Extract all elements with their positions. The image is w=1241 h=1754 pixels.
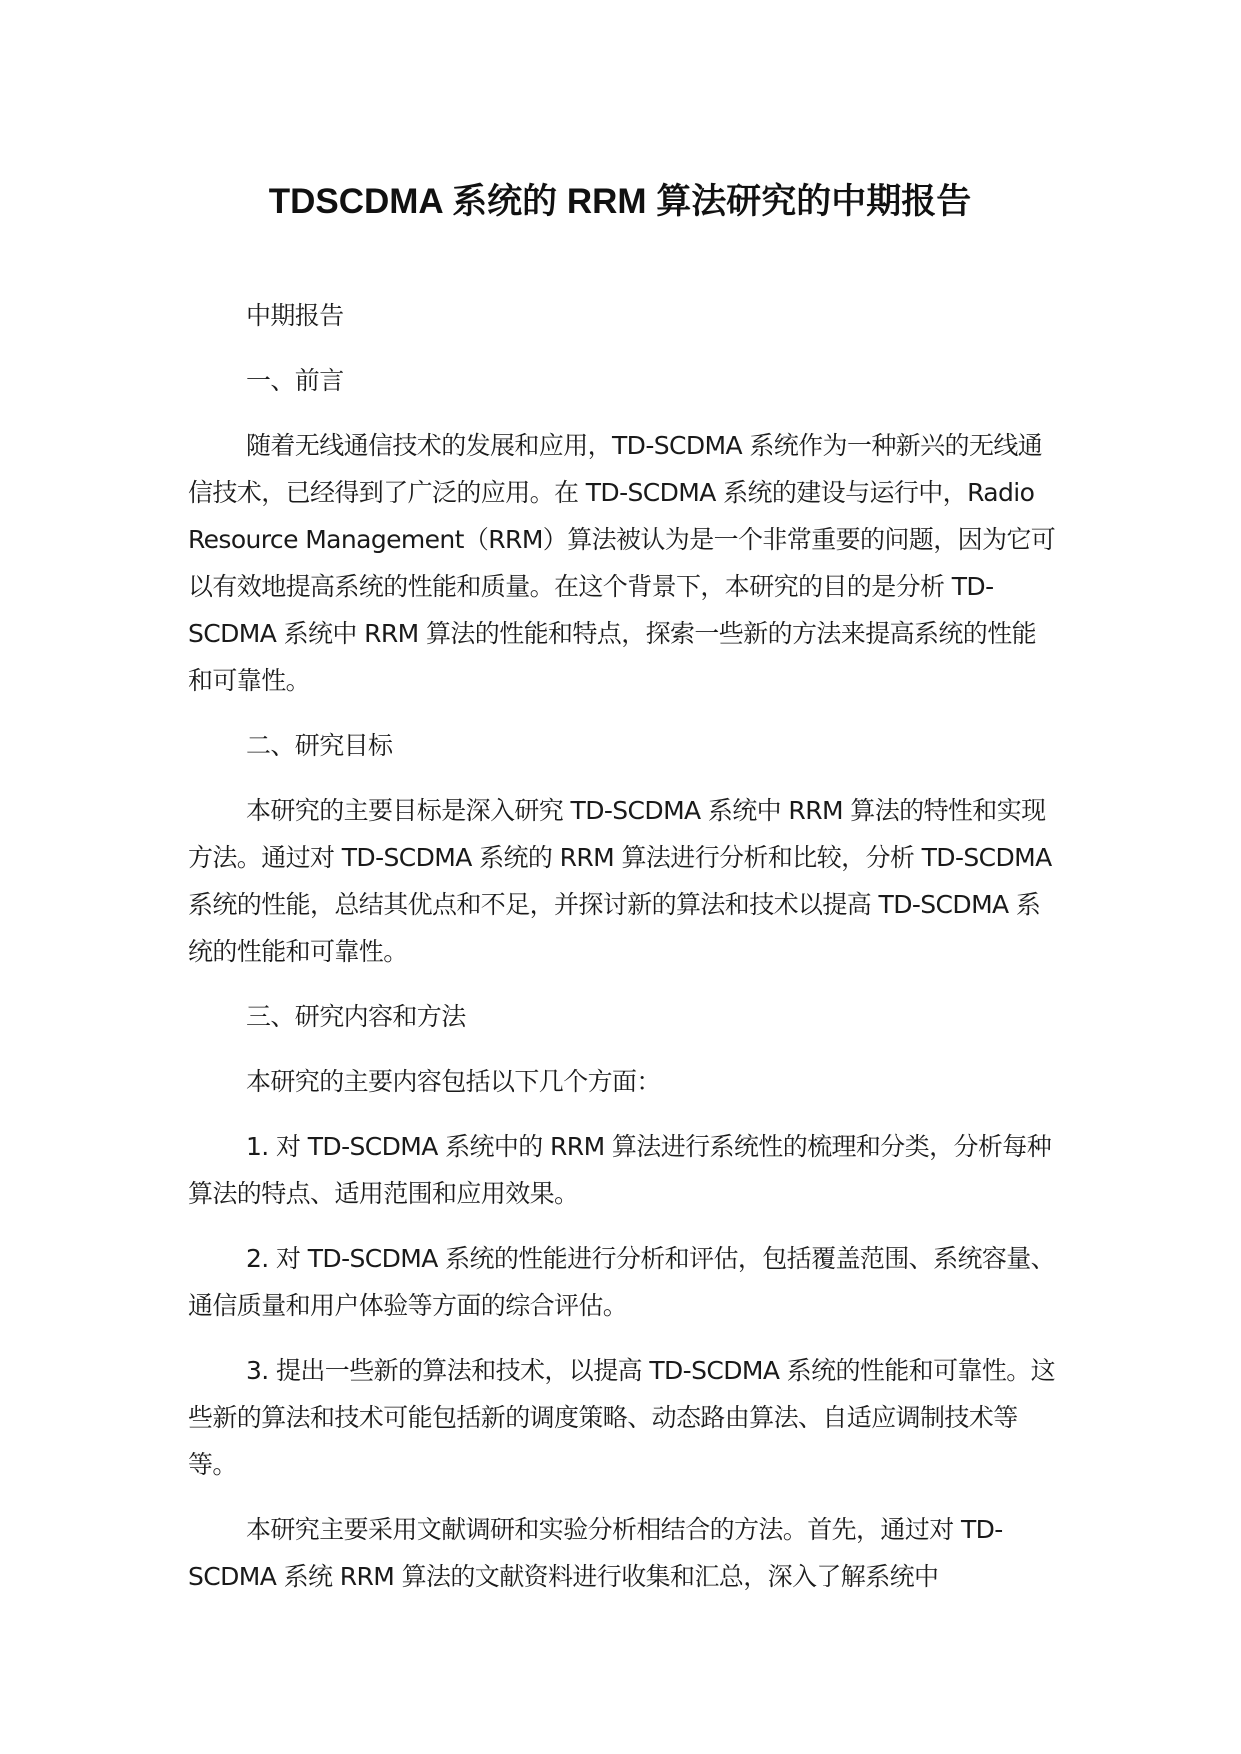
section-heading-content-methods: 三、研究内容和方法 xyxy=(246,1002,466,1031)
section-heading-goals: 二、研究目标 xyxy=(246,731,393,760)
paragraph-content-intro: 本研究的主要内容包括以下几个方面： xyxy=(246,1067,661,1096)
list-item-1: 1. 对 TD-SCDMA 系统中的 RRM 算法进行系统性的梳理和分类，分析每种算法的特点、适用范围和应用效果。 xyxy=(188,1132,1052,1208)
paragraph-preface: 随着无线通信技术的发展和应用，TD-SCDMA 系统作为一种新兴的无线通信技术，已经得到了广泛的应用。在 TD-SCDMA 系统的建设与运行中，Radio Resource Management（RRM）算法被认为是一个非常重要的问题，因为它可以有效地提高系统的性能和质量。在这个背景下，本研究的目的是分析 TD-SCDMA 系统中 RRM 算法的性能和特点，探索一些新的方法来提高系统的性能和可靠性。 xyxy=(188,431,1056,695)
list-item-2: 2. 对 TD-SCDMA 系统的性能进行分析和评估，包括覆盖范围、系统容量、通信质量和用户体验等方面的综合评估。 xyxy=(188,1244,1056,1320)
document-title: TDSCDMA 系统的 RRM 算法研究的中期报告 xyxy=(268,182,972,221)
report-subtitle: 中期报告 xyxy=(246,301,344,330)
list-item-3: 3. 提出一些新的算法和技术，以提高 TD-SCDMA 系统的性能和可靠性。这些新的算法和技术可能包括新的调度策略、动态路由算法、自适应调制技术等等。 xyxy=(188,1356,1056,1479)
section-heading-preface: 一、前言 xyxy=(246,366,344,395)
paragraph-methods: 本研究主要采用文献调研和实验分析相结合的方法。首先，通过对 TD-SCDMA 系统 RRM 算法的文献资料进行收集和汇总，深入了解系统中 xyxy=(188,1515,1003,1591)
paragraph-goals: 本研究的主要目标是深入研究 TD-SCDMA 系统中 RRM 算法的特性和实现方法。通过对 TD-SCDMA 系统的 RRM 算法进行分析和比较，分析 TD-SCDMA 系统的性能，总结其优点和不足，并探讨新的算法和技术以提高 TD-SCDMA 系统的性能和可靠性。 xyxy=(188,796,1052,966)
document-body xyxy=(188,292,1058,1618)
